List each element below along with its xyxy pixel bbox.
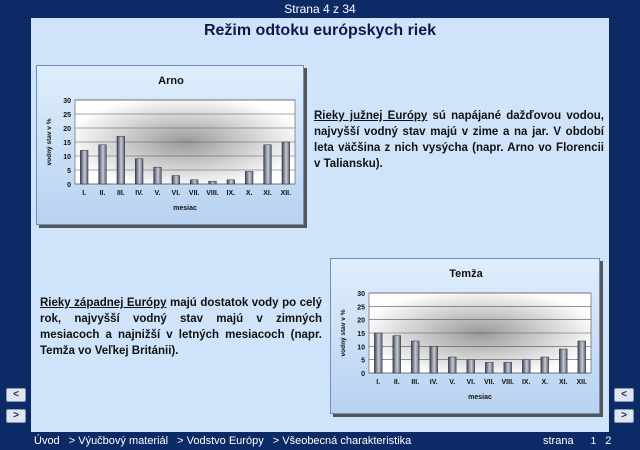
pager <box>543 432 611 450</box>
pager-label: strana <box>543 435 574 447</box>
x-tick-label: III. <box>116 190 125 197</box>
x-tick-label: VIII. <box>501 379 514 386</box>
y-tick-label: 10 <box>63 154 71 161</box>
x-tick-label: VI. <box>466 379 476 386</box>
bar-8 <box>209 181 217 184</box>
y-tick-label: 5 <box>67 168 71 175</box>
arno-chart <box>36 65 304 225</box>
bar-7 <box>485 362 493 373</box>
west-europe-text <box>40 295 322 359</box>
bar-6 <box>467 360 475 373</box>
x-axis-label: mesiac <box>468 394 492 401</box>
y-tick-label: 10 <box>357 344 365 352</box>
west-europe-rest: majú dostatok vody po celý rok, najvyšší vodný stav majú v zimných mesiacoch a najnižší v letných mesiacoch (napr. Temža vo Veľkej Británii). <box>40 297 322 357</box>
x-tick-label: VIII. <box>206 190 219 197</box>
y-axis-label: vodný stav v % <box>340 309 347 357</box>
y-tick-label: 25 <box>63 112 71 119</box>
breadcrumb <box>34 432 417 450</box>
bar-9 <box>227 180 235 184</box>
x-tick-label: II. <box>99 190 106 197</box>
x-tick-label: XII. <box>280 190 292 197</box>
temza-chart <box>330 258 600 414</box>
bar-11 <box>559 349 567 373</box>
bar-8 <box>504 362 512 373</box>
bar-12 <box>282 142 290 184</box>
x-axis-label: mesiac <box>173 205 197 212</box>
x-tick-label: IV. <box>429 379 438 386</box>
x-tick-label: IX. <box>226 190 236 197</box>
bar-11 <box>264 145 272 184</box>
page-link-1[interactable]: 1 <box>590 436 597 447</box>
page-indicator: Strana 4 z 34 <box>284 2 356 16</box>
chart-title: Temža <box>449 268 483 280</box>
x-tick-label: V. <box>154 190 161 197</box>
breadcrumb-general[interactable]: > Všeobecná charakteristika <box>272 435 412 447</box>
y-tick-label: 0 <box>67 182 71 189</box>
x-tick-label: VII. <box>188 190 200 197</box>
chart-title: Arno <box>158 75 184 87</box>
west-europe-lead: Rieky západnej Európy <box>40 297 167 309</box>
bar-7 <box>190 180 198 184</box>
x-tick-label: I. <box>376 379 381 386</box>
next-slide-button-left[interactable]: > <box>6 409 26 423</box>
next-slide-button-right[interactable]: > <box>614 409 634 423</box>
bar-4 <box>135 159 143 184</box>
bar-2 <box>393 336 401 373</box>
bar-10 <box>541 357 549 373</box>
bar-4 <box>430 346 438 373</box>
y-tick-label: 30 <box>357 291 365 298</box>
y-tick-label: 15 <box>357 331 365 338</box>
south-europe-lead: Rieky južnej Európy <box>314 110 428 122</box>
south-europe-text <box>314 108 604 172</box>
x-tick-label: X. <box>245 190 253 197</box>
prev-slide-button-left[interactable]: < <box>6 388 26 402</box>
bar-6 <box>172 176 180 184</box>
footer <box>0 432 640 450</box>
prev-slide-button-right[interactable]: < <box>614 388 634 402</box>
y-tick-label: 30 <box>63 98 71 105</box>
x-tick-label: IX. <box>521 379 531 386</box>
bar-3 <box>411 341 419 373</box>
breadcrumb-european-waters[interactable]: > Vodstvo Európy <box>177 435 264 447</box>
bar-9 <box>522 360 530 373</box>
x-tick-label: XI. <box>263 190 272 197</box>
x-tick-label: IV. <box>135 190 144 197</box>
x-tick-label: VI. <box>171 190 181 197</box>
x-tick-label: I. <box>82 190 87 197</box>
x-tick-label: III. <box>411 379 420 386</box>
bar-2 <box>99 145 107 184</box>
breadcrumb-teaching-material[interactable]: > Výučbový materiál <box>68 435 169 447</box>
slide-title: Režim odtoku európskych riek <box>203 22 437 39</box>
bar-3 <box>117 136 125 184</box>
x-tick-label: XII. <box>576 379 588 386</box>
bar-1 <box>80 150 88 184</box>
bar-1 <box>374 333 382 373</box>
x-tick-label: VII. <box>483 379 495 386</box>
x-tick-label: V. <box>449 379 456 386</box>
slide <box>31 18 609 432</box>
bar-5 <box>154 167 162 184</box>
y-axis-label: vodný stav v % <box>46 118 53 166</box>
x-tick-label: II. <box>393 379 400 386</box>
y-tick-label: 15 <box>63 140 71 147</box>
x-tick-label: X. <box>541 379 549 386</box>
y-tick-label: 0 <box>361 371 365 378</box>
y-tick-label: 20 <box>357 317 365 325</box>
bar-10 <box>245 171 253 184</box>
south-europe-rest: sú napájané dažďovou vodou, najvyšší vodný stav majú v zime a na jar. V období leta väčšina z nich vysýcha (napr. Arno vo Florencii v Taliansku). <box>314 110 605 170</box>
bar-5 <box>448 357 456 373</box>
y-tick-label: 25 <box>357 304 365 312</box>
x-tick-label: XI. <box>558 379 568 386</box>
breadcrumb-home[interactable]: Úvod <box>34 435 60 447</box>
page-link-2[interactable]: 2 <box>605 435 612 447</box>
y-tick-label: 20 <box>63 126 71 133</box>
bar-12 <box>578 341 586 373</box>
y-tick-label: 5 <box>361 357 365 365</box>
